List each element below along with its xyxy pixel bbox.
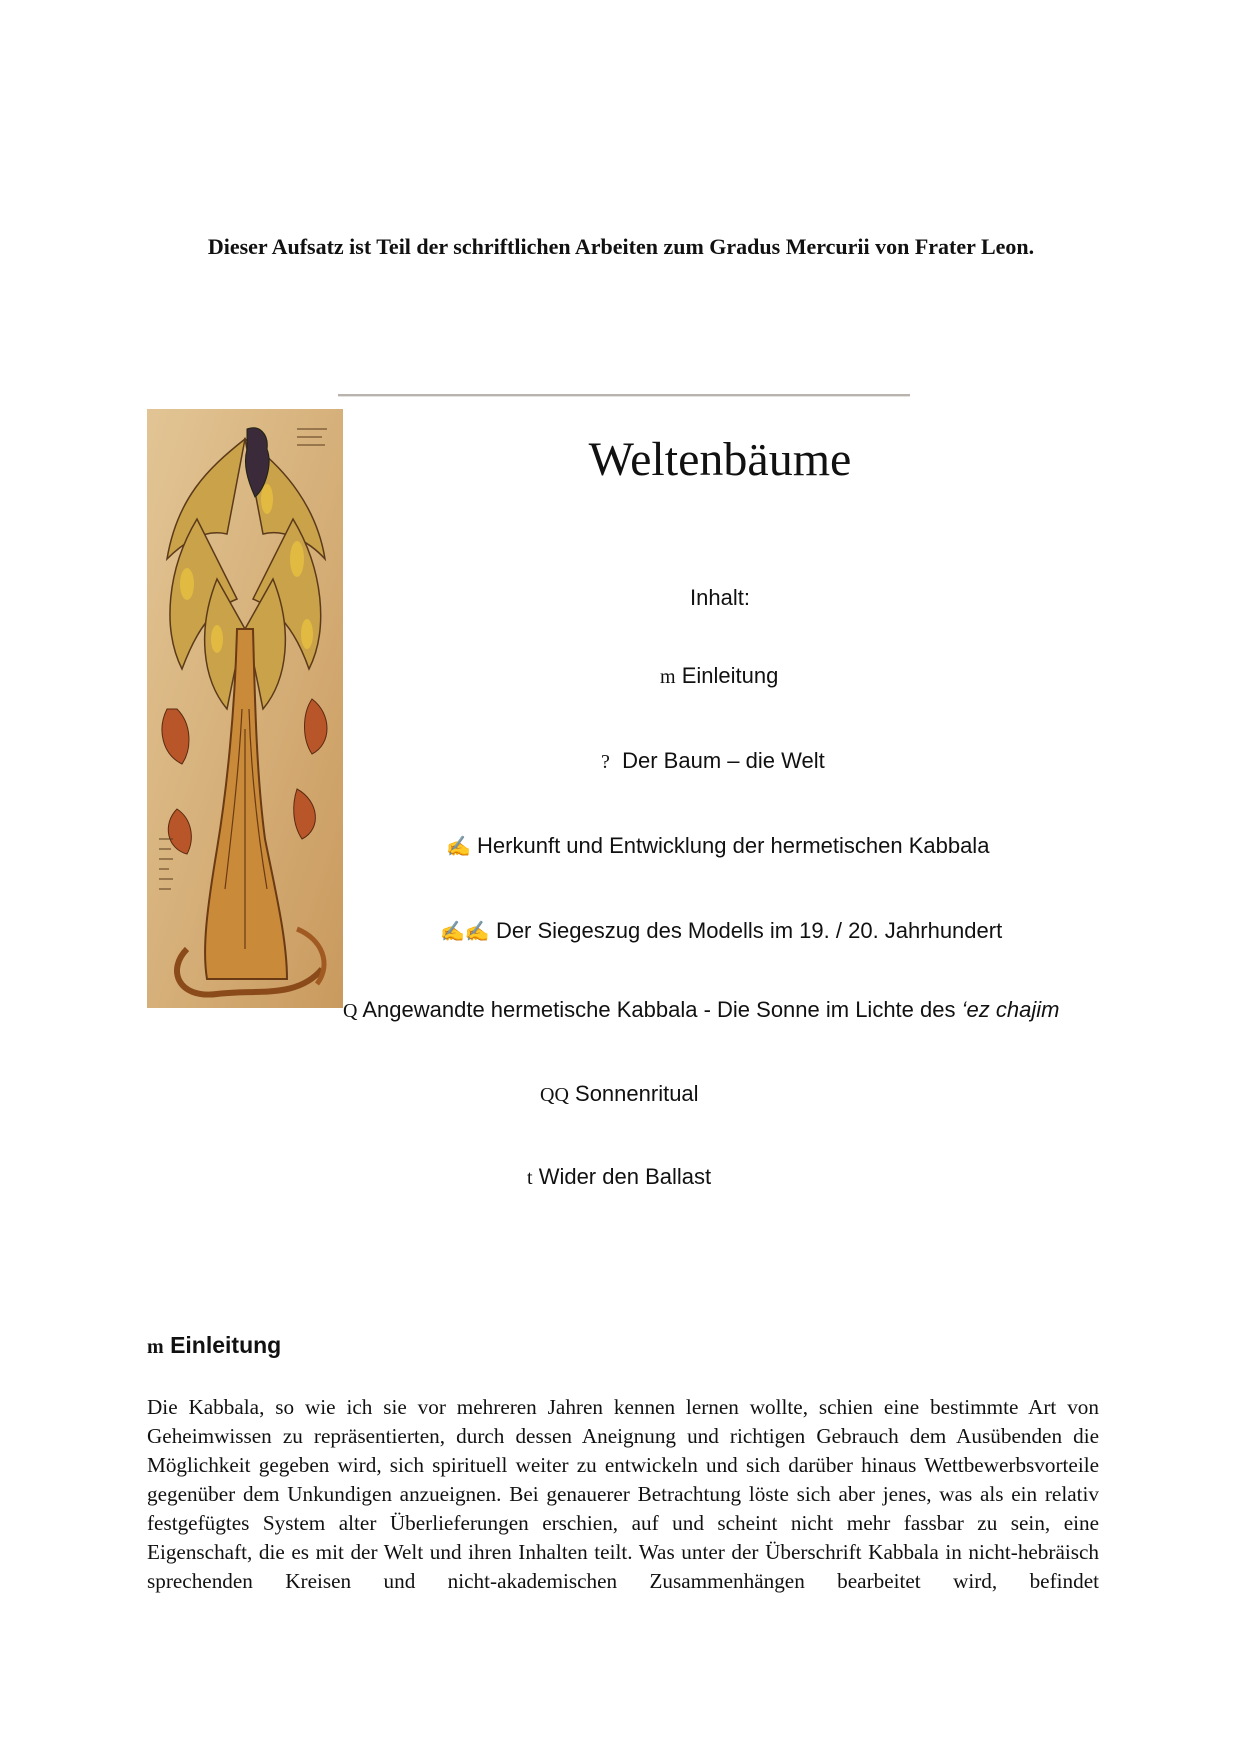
- horizontal-rule: [338, 394, 910, 397]
- toc-item-siegeszug[interactable]: [440, 917, 1002, 946]
- toc-item-label: Herkunft und Entwicklung der hermetischen Kabbala: [477, 833, 990, 858]
- toc-heading: Inhalt:: [690, 585, 750, 610]
- section-body-text: Die Kabbala, so wie ich sie vor mehreren Jahren kennen lernen wollte, schien eine bestimmte Art von Geheimwissen zu repräsentierten, durch dessen Aneignung und richtigen Gebrauch dem Ausübenden die Möglichkeit gegeben wird, sich spirituell weiter zu entwickeln und sich darüber hinaus Wettbewerbsvorteile gegenüber dem Unkundigen anzueignen. Bei genauerer Betrachtung löste sich aber jenes, was als ein relativ festgefügtes System alter Überlieferungen erschien, auf und scheint nicht mehr fassbar zu sein, eine Eigenschaft, die es mit der Welt und ihren Inhalten teilt. Was unter der Überschrift Kabbala in nicht-hebräisch sprechenden Kreisen und nicht-akademischen Zusammenhängen bearbeitet wird, befindet: [147, 1395, 1099, 1593]
- toc-symbol: ✍✍: [440, 921, 490, 943]
- toc-item-einleitung[interactable]: [660, 662, 778, 691]
- toc-symbol: Q: [343, 1000, 358, 1022]
- world-tree-illustration: [147, 409, 343, 1008]
- toc-item-label: Angewandte hermetische Kabbala - Die Sonne im Lichte des: [362, 997, 956, 1022]
- toc-item-der-baum[interactable]: [601, 747, 825, 776]
- document-title: Weltenbäume: [588, 433, 852, 486]
- toc-symbol: t: [527, 1167, 533, 1189]
- toc-symbol: ✍: [446, 836, 471, 858]
- header-note: Dieser Aufsatz ist Teil der schriftlichen Arbeiten zum Gradus Mercurii von Frater Leon.: [207, 234, 1035, 259]
- toc-symbol: QQ: [540, 1084, 569, 1106]
- toc-item-wider-den-ballast[interactable]: [527, 1163, 711, 1192]
- toc-item-sonnenritual[interactable]: [540, 1080, 699, 1109]
- toc-item-label: Der Baum – die Welt: [622, 748, 825, 773]
- section-heading-einleitung: [147, 1332, 281, 1359]
- toc-symbol: m: [660, 666, 676, 688]
- toc-item-angewandte[interactable]: [343, 996, 1059, 1025]
- toc-item-label: Einleitung: [681, 663, 779, 688]
- toc-item-label: Sonnenritual: [575, 1081, 699, 1106]
- toc-item-italic-tail: ‘ez chajim: [961, 997, 1060, 1022]
- toc-item-herkunft[interactable]: [446, 832, 989, 861]
- toc-item-label: Der Siegeszug des Modells im 19. / 20. Jahrhundert: [495, 918, 1003, 943]
- toc-symbol: ?: [601, 751, 610, 773]
- section-symbol: m: [147, 1336, 164, 1358]
- toc-item-label: Wider den Ballast: [538, 1164, 712, 1189]
- section-heading-label: Einleitung: [170, 1332, 282, 1358]
